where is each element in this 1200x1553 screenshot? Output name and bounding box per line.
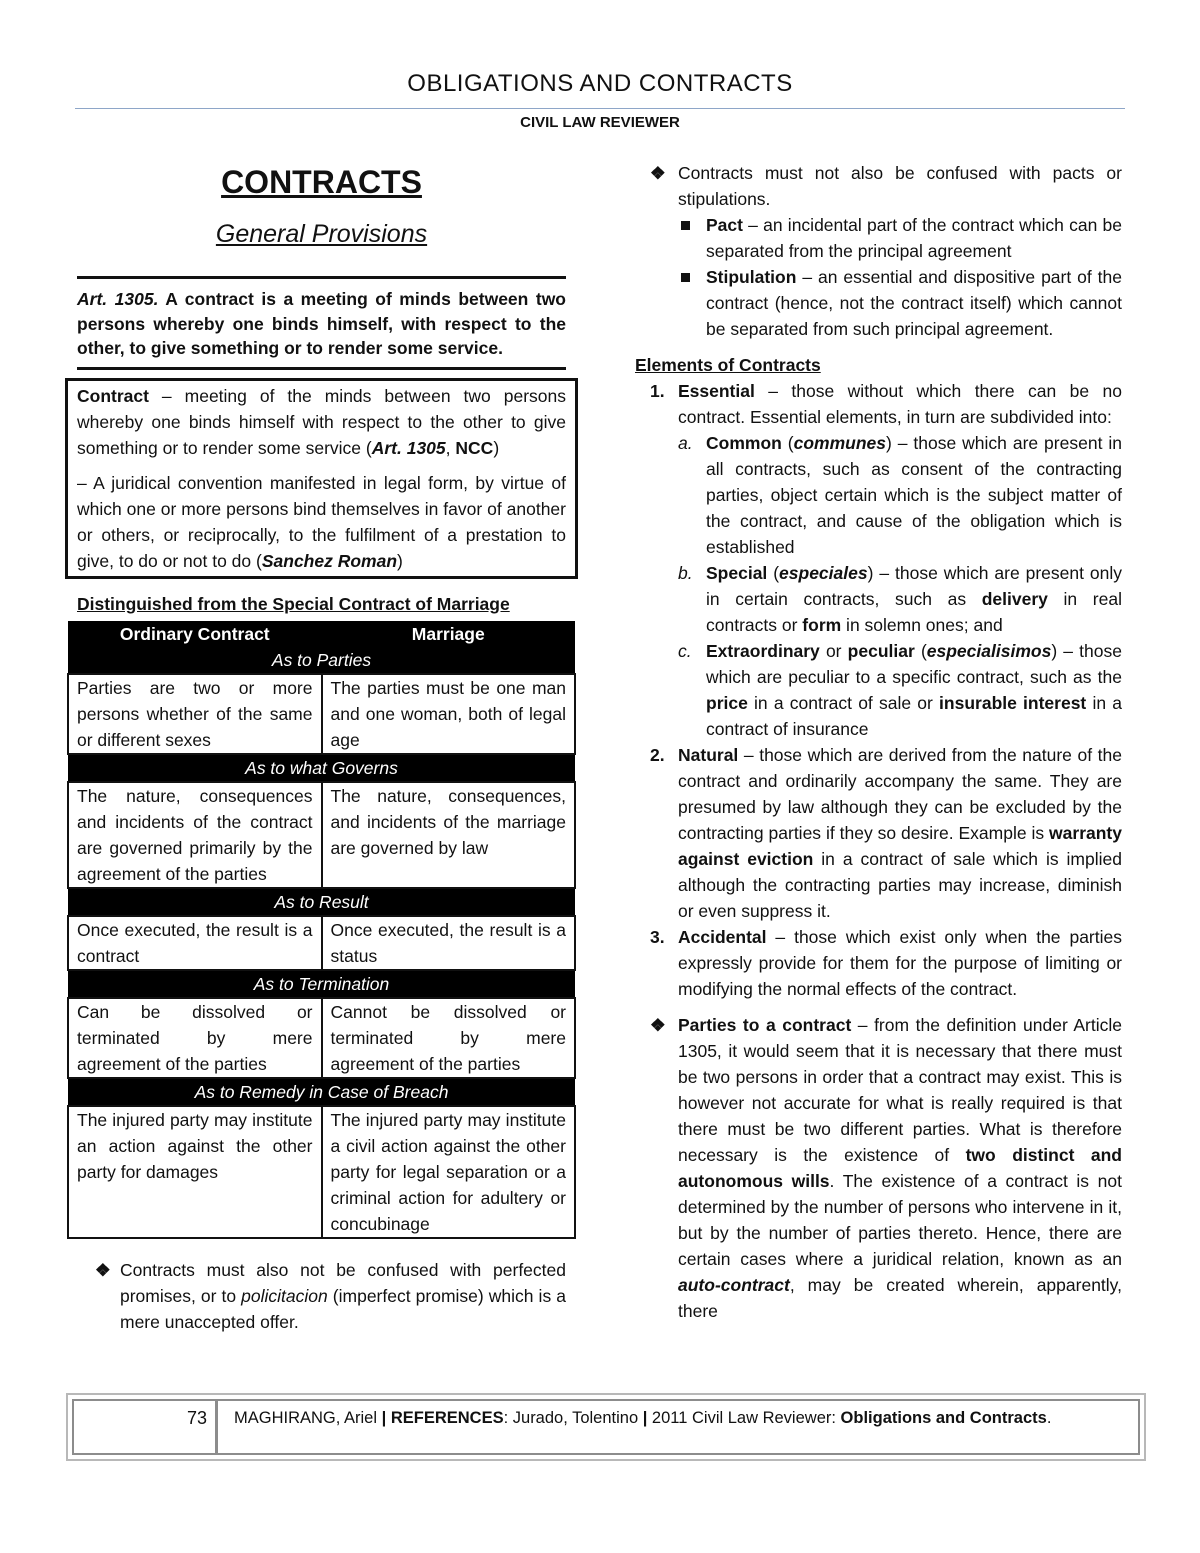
latin-term: especialisimos bbox=[926, 641, 1052, 661]
cell-ordinary: Once executed, the result is a contract bbox=[68, 916, 322, 970]
left-column bbox=[77, 160, 566, 1335]
section-row bbox=[68, 1078, 575, 1106]
diamond-bullet-icon: ❖ bbox=[95, 1259, 111, 1280]
elements-list bbox=[650, 378, 1122, 1002]
citation-sanchez: Sanchez Roman bbox=[261, 550, 398, 571]
term-text: in solemn ones; and bbox=[841, 615, 1003, 635]
term: Accidental bbox=[678, 927, 767, 947]
article-1305 bbox=[77, 287, 566, 361]
footer bbox=[66, 1393, 1146, 1461]
header-subtitle: CIVIL LAW REVIEWER bbox=[520, 114, 680, 131]
footer-frame bbox=[72, 1399, 1140, 1455]
list-item bbox=[650, 924, 1122, 1002]
table-heading: Distinguished from the Special Contract of Marriage bbox=[77, 593, 510, 614]
cell-ordinary: The injured party may institute an action against the other party for damages bbox=[68, 1106, 322, 1238]
term-text: . The existence of a contract is not determined by the number of persons who intervene in it, but by the number of parties thereto. Hence, there are certain cases where a juridical relation, known as an bbox=[678, 1171, 1122, 1269]
term: Parties to a contract bbox=[678, 1015, 852, 1035]
section-label: As to Parties bbox=[68, 647, 575, 674]
cell-marriage: Once executed, the result is a status bbox=[322, 916, 576, 970]
term-text: in a contract of sale or bbox=[747, 693, 940, 713]
footer-book: 2011 Civil Law Reviewer: bbox=[651, 1409, 841, 1427]
cell-ordinary: Can be dissolved or terminated by mere agreement of the parties bbox=[68, 998, 322, 1078]
list-item bbox=[650, 742, 1122, 924]
list-item bbox=[650, 1012, 1122, 1324]
list-item: b. Special (especiales) – those which are present only in certain contracts, such as delivery in real contracts or form in solemn ones; and bbox=[678, 560, 1122, 638]
footer-author: MAGHIRANG, Ariel bbox=[234, 1409, 382, 1427]
term: Essential bbox=[678, 381, 755, 401]
pact-stipulation-list bbox=[678, 212, 1122, 342]
table-header-row bbox=[68, 621, 575, 647]
cell-marriage: The nature, consequences, and incidents of the marriage are governed by law bbox=[322, 782, 576, 888]
square-bullet-icon bbox=[681, 273, 690, 282]
diamond-bullet-icon: ❖ bbox=[650, 1015, 666, 1035]
item-number: 3. bbox=[650, 927, 665, 947]
footer-refs: : Jurado, Tolentino bbox=[503, 1409, 643, 1427]
section-label: As to Remedy in Case of Breach bbox=[68, 1078, 575, 1106]
term-text: – those which are peculiar to a specific contract, such as the bbox=[706, 641, 1122, 687]
definition-text-1: – meeting of the minds between two persons whereby one binds himself with respect to the other to give something or to render some service ( bbox=[77, 385, 566, 458]
list-item bbox=[77, 1257, 566, 1335]
section-row bbox=[68, 754, 575, 782]
bullet-text-end: (imperfect promise) which is a mere unaccepted offer. bbox=[120, 1285, 566, 1332]
term-text: , may be created wherein, apparently, there bbox=[678, 1275, 1122, 1321]
bold-term: two distinct and autonomous wills bbox=[678, 1145, 1122, 1191]
term-text: in real contracts or bbox=[706, 589, 1122, 635]
term: Special bbox=[706, 563, 768, 583]
bullet-emphasis: policitacion bbox=[241, 1285, 328, 1306]
bold-term: price bbox=[706, 693, 748, 713]
term-text: – those which are derived from the nature of the contract and ordinarily accompany the same. They are presumed by law although they can be excluded by the contracting parties if they so desire. Example is bbox=[678, 745, 1122, 843]
bold-term: insurable interest bbox=[939, 693, 1087, 713]
term-text: in a contract of insurance bbox=[706, 693, 1123, 739]
footer-end: . bbox=[1046, 1409, 1052, 1427]
diamond-bullet-icon: ❖ bbox=[650, 163, 666, 183]
table-row bbox=[68, 998, 575, 1078]
left-bullet-list bbox=[77, 1257, 566, 1335]
term: Stipulation bbox=[706, 267, 797, 287]
section-label: As to Result bbox=[68, 888, 575, 916]
page-number: 73 bbox=[74, 1401, 218, 1453]
list-item bbox=[678, 212, 1122, 264]
header-rule bbox=[75, 108, 1125, 109]
rule-bottom bbox=[77, 367, 566, 370]
cell-ordinary: Parties are two or more persons whether of the same or different sexes bbox=[68, 674, 322, 754]
term: Pact bbox=[706, 215, 743, 235]
bold-term: warranty against eviction bbox=[678, 823, 1122, 869]
cell-ordinary: The nature, consequences and incidents of the contract are governed primarily by the agreement of the parties bbox=[68, 782, 322, 888]
citation-sep: , bbox=[445, 437, 456, 458]
section-row bbox=[68, 970, 575, 998]
comparison-table bbox=[67, 621, 576, 1239]
definition-text-2: – A juridical convention manifested in legal form, by virtue of which one or more persons bind themselves in favor of another or others, or reciprocally, to the fulfilment of a prestation to give, to do or not to do ( bbox=[77, 472, 566, 571]
term-text: – those which exist only when the parties expressly provide for them for the purpose of limiting or modifying the normal effects of the contract. bbox=[678, 927, 1122, 999]
list-item bbox=[650, 378, 1122, 742]
section-label: As to Termination bbox=[68, 970, 575, 998]
rule-top bbox=[77, 276, 566, 279]
essential-sublist bbox=[678, 430, 1122, 742]
article-ref: Art. 1305. bbox=[77, 289, 159, 309]
col-header-ordinary: Ordinary Contract bbox=[68, 621, 322, 647]
section-row bbox=[68, 647, 575, 674]
footer-separator: | bbox=[381, 1409, 391, 1427]
table-row bbox=[68, 782, 575, 888]
term-text: – from the definition under Article 1305, it would seem that it is necessary that there must be two persons in order that a contract may exist. This is however not accurate for what is really required is that there must be two different parties. What is therefore necessary is the existence of bbox=[678, 1015, 1122, 1165]
definition-1 bbox=[77, 383, 566, 461]
table-row bbox=[68, 1106, 575, 1238]
table-row bbox=[68, 674, 575, 754]
bold-italic-term: auto-contract bbox=[678, 1275, 790, 1295]
term: peculiar bbox=[847, 641, 915, 661]
paren-close: ) bbox=[397, 550, 403, 571]
term-text: – those which are present only in certain contracts, such as bbox=[706, 563, 1122, 609]
right-column bbox=[635, 160, 1123, 1324]
term: Natural bbox=[678, 745, 739, 765]
citation-art: Art. 1305 bbox=[371, 437, 446, 458]
bullet-text: Contracts must not also be confused with pacts or stipulations. bbox=[678, 163, 1122, 209]
bold-term: form bbox=[802, 615, 842, 635]
term-text: – an incidental part of the contract which can be separated from the principal agreement bbox=[706, 215, 1122, 261]
section-subtitle: General Provisions bbox=[215, 220, 428, 248]
list-item bbox=[650, 160, 1122, 342]
term-text: – those without which there can be no contract. Essential elements, in turn are subdivided into: bbox=[678, 381, 1122, 427]
bullet-text: Contracts must also not be confused with perfected promises, or to bbox=[120, 1259, 566, 1306]
paren-close: ) bbox=[493, 437, 500, 458]
term-text: – an essential and dispositive part of the contract (hence, not the contract itself) which cannot be separated from such principal agreement. bbox=[706, 267, 1122, 339]
cell-marriage: Cannot be dissolved or terminated by mere agreement of the parties bbox=[322, 998, 576, 1078]
footer-ref-label: REFERENCES bbox=[390, 1409, 504, 1427]
right-bullet-list-1 bbox=[650, 160, 1122, 342]
col-header-marriage: Marriage bbox=[322, 621, 576, 647]
footer-separator: | bbox=[642, 1409, 652, 1427]
list-item: c. Extraordinary or peculiar (especialisimos) – those which are peculiar to a specific contract, such as the price in a contract of sale or insurable interest in a contract of insurance bbox=[678, 638, 1122, 742]
definition-term: Contract bbox=[77, 385, 149, 406]
table-row bbox=[68, 916, 575, 970]
term-text: – those which are present in all contracts, such as consent of the contracting parties, object certain which is the subject matter of the contract, and cause of the obligation which is established bbox=[706, 433, 1122, 557]
list-item: a. Common (communes) – those which are present in all contracts, such as consent of the contracting parties, object certain which is the subject matter of the contract, and cause of the obligation which is established bbox=[678, 430, 1122, 560]
right-bullet-list-2 bbox=[650, 1012, 1122, 1324]
definition-2 bbox=[77, 470, 566, 574]
section-row bbox=[68, 888, 575, 916]
header-title: OBLIGATIONS AND CONTRACTS bbox=[407, 70, 793, 97]
item-letter: b. bbox=[678, 563, 693, 583]
footer-book-title: Obligations and Contracts bbox=[840, 1409, 1047, 1427]
definition-box bbox=[65, 378, 578, 579]
connector: or bbox=[819, 641, 848, 661]
square-bullet-icon bbox=[681, 221, 690, 230]
article-text: A contract is a meeting of minds between two persons whereby one binds himself, with respect to the other, to give something or to render some service. bbox=[77, 289, 566, 358]
latin-term: especiales bbox=[779, 563, 868, 583]
cell-marriage: The parties must be one man and one woman, both of legal age bbox=[322, 674, 576, 754]
citation-ncc: NCC bbox=[455, 437, 494, 458]
term: Extraordinary bbox=[706, 641, 820, 661]
page-title: CONTRACTS bbox=[221, 164, 422, 200]
term: Common bbox=[706, 433, 782, 453]
term-text: in a contract of sale which is implied although the contracting parties may increase, diminish or even suppress it. bbox=[678, 849, 1122, 921]
cell-marriage: The injured party may institute a civil action against the other party for legal separation or a criminal action for adultery or concubinage bbox=[322, 1106, 576, 1238]
elements-heading: Elements of Contracts bbox=[635, 355, 821, 375]
section-label: As to what Governs bbox=[68, 754, 575, 782]
item-letter: c. bbox=[678, 641, 692, 661]
item-number: 1. bbox=[650, 381, 665, 401]
bold-term: delivery bbox=[981, 589, 1048, 609]
list-item bbox=[678, 264, 1122, 342]
item-number: 2. bbox=[650, 745, 665, 765]
footer-text bbox=[234, 1401, 1051, 1435]
item-letter: a. bbox=[678, 433, 693, 453]
latin-term: communes bbox=[793, 433, 886, 453]
